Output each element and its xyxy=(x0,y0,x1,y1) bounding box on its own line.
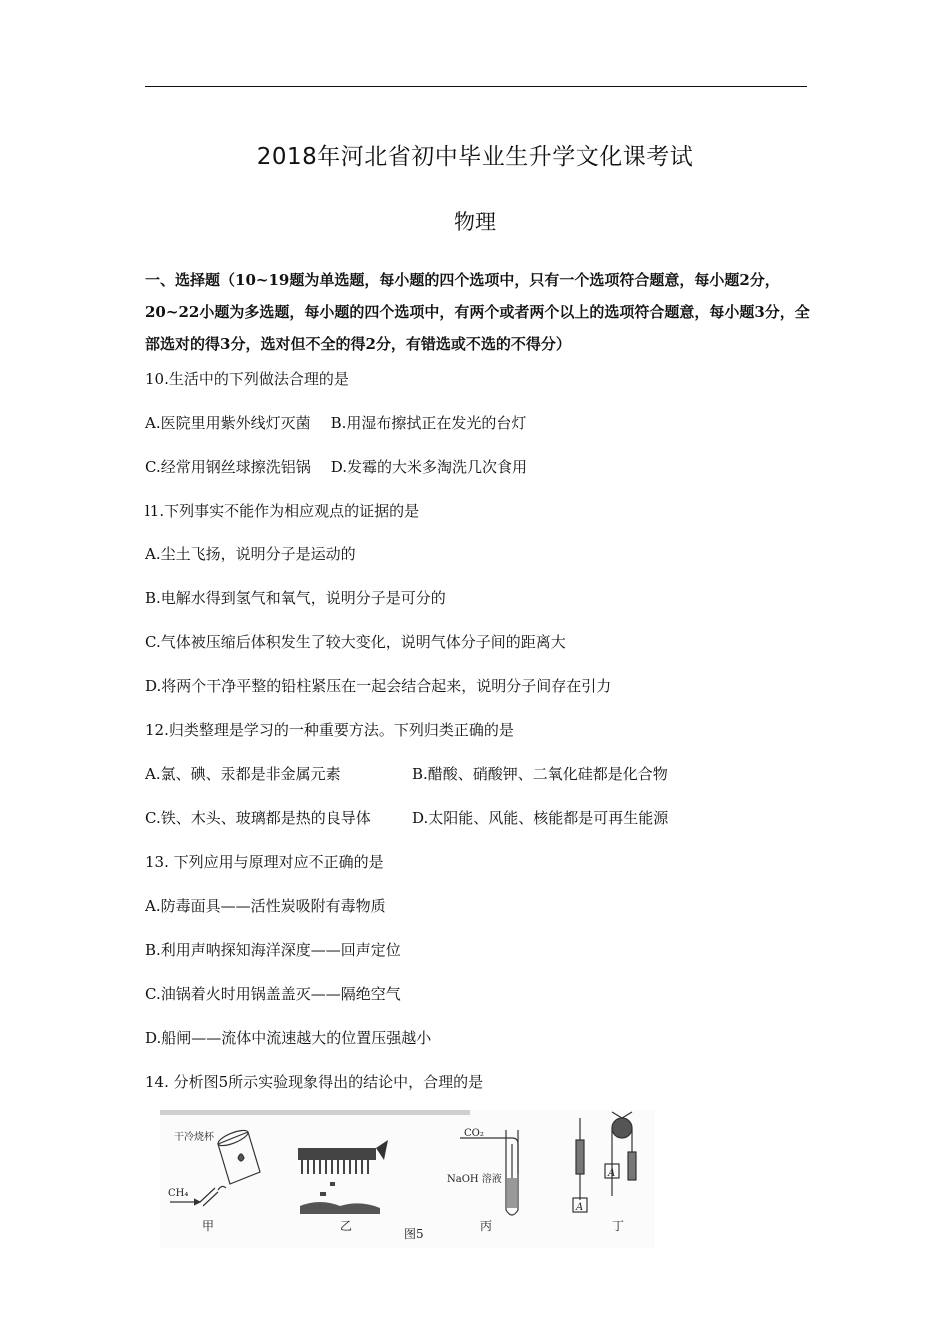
q12-stem: 12.归类整理是学习的一种重要方法。下列归类正确的是 xyxy=(145,721,514,739)
q12-option-d: D.太阳能、风能、核能都是可再生能源 xyxy=(412,809,669,827)
q12-options-ab xyxy=(145,763,668,784)
co2-label: CO₂ xyxy=(464,1128,484,1139)
q11-option-c: C.气体被压缩后体积发生了较大变化，说明气体分子间的距离大 xyxy=(145,633,566,651)
q10-stem: 10.生活中的下列做法合理的是 xyxy=(145,370,349,388)
subject-title: 物理 xyxy=(454,210,496,234)
q13-option-c: C.油锅着火时用锅盖盖灭——隔绝空气 xyxy=(145,985,401,1003)
panel-bing-label: 丙 xyxy=(480,1219,493,1233)
weight-label-2: A xyxy=(608,1168,616,1179)
q10-option-a: A.医院里用紫外线灯灭菌 xyxy=(145,414,311,432)
q10-options-ab xyxy=(145,412,526,433)
weight-label-1: A xyxy=(576,1202,584,1213)
q11-stem: l1.下列事实不能作为相应观点的证据的是 xyxy=(145,502,420,520)
q10-option-c: C.经常用钢丝球擦洗铝锅 xyxy=(145,458,311,476)
panel-yi-label: 乙 xyxy=(340,1219,353,1233)
exam-title: 2018年河北省初中毕业生升学文化课考试 xyxy=(256,144,694,170)
naoh-label: NaOH 溶液 xyxy=(447,1174,502,1185)
q12-option-c: C.铁、木头、玻璃都是热的良导体 xyxy=(145,809,371,827)
q12-option-b: B.醋酸、硝酸钾、二氧化硅都是化合物 xyxy=(412,765,668,783)
panel-ding-label: 丁 xyxy=(612,1219,625,1233)
q13-stem: 13. 下列应用与原理对应不正确的是 xyxy=(145,853,384,871)
figure-5 xyxy=(160,1110,655,1248)
q10-option-d: D.发霉的大米多淘洗几次食用 xyxy=(330,458,527,476)
q10-options-cd xyxy=(145,456,527,477)
q12-options-cd xyxy=(145,807,668,828)
q10-option-b: B.用湿布擦拭正在发光的台灯 xyxy=(330,414,527,432)
figure-caption: 图5 xyxy=(404,1227,424,1241)
q12-option-a: A.氯、碘、汞都是非金属元素 xyxy=(145,765,341,783)
section-instructions: 一、选择题（10~19题为单选题，每小题的四个选项中，只有一个选项符合题意，每小题2分，20~22小题为多选题，每小题的四个选项中，有两个或者两个以上的选项符合题意，每小题3分，全部选对的得3分，选对但不全的得2分，有错选或不选的不得分） xyxy=(145,271,810,353)
q11-option-b: B.电解水得到氢气和氧气，说明分子是可分的 xyxy=(145,589,446,607)
q11-option-d: D.将两个干净平整的铅柱紧压在一起会结合起来，说明分子间存在引力 xyxy=(145,677,612,695)
header-rule xyxy=(145,86,807,87)
beaker-label: 干冷烧杯 xyxy=(174,1132,214,1143)
q13-option-d: D.船闸——流体中流速越大的位置压强越小 xyxy=(145,1029,432,1047)
q13-option-b: B.利用声呐探知海洋深度——回声定位 xyxy=(145,941,401,959)
panel-jia-label: 甲 xyxy=(202,1219,215,1233)
q13-option-a: A.防毒面具——活性炭吸附有毒物质 xyxy=(145,897,386,915)
q11-option-a: A.尘土飞扬，说明分子是运动的 xyxy=(145,545,356,563)
q14-stem: 14. 分析图5所示实验现象得出的结论中，合理的是 xyxy=(145,1073,484,1091)
ch4-label: CH₄ xyxy=(168,1188,189,1199)
